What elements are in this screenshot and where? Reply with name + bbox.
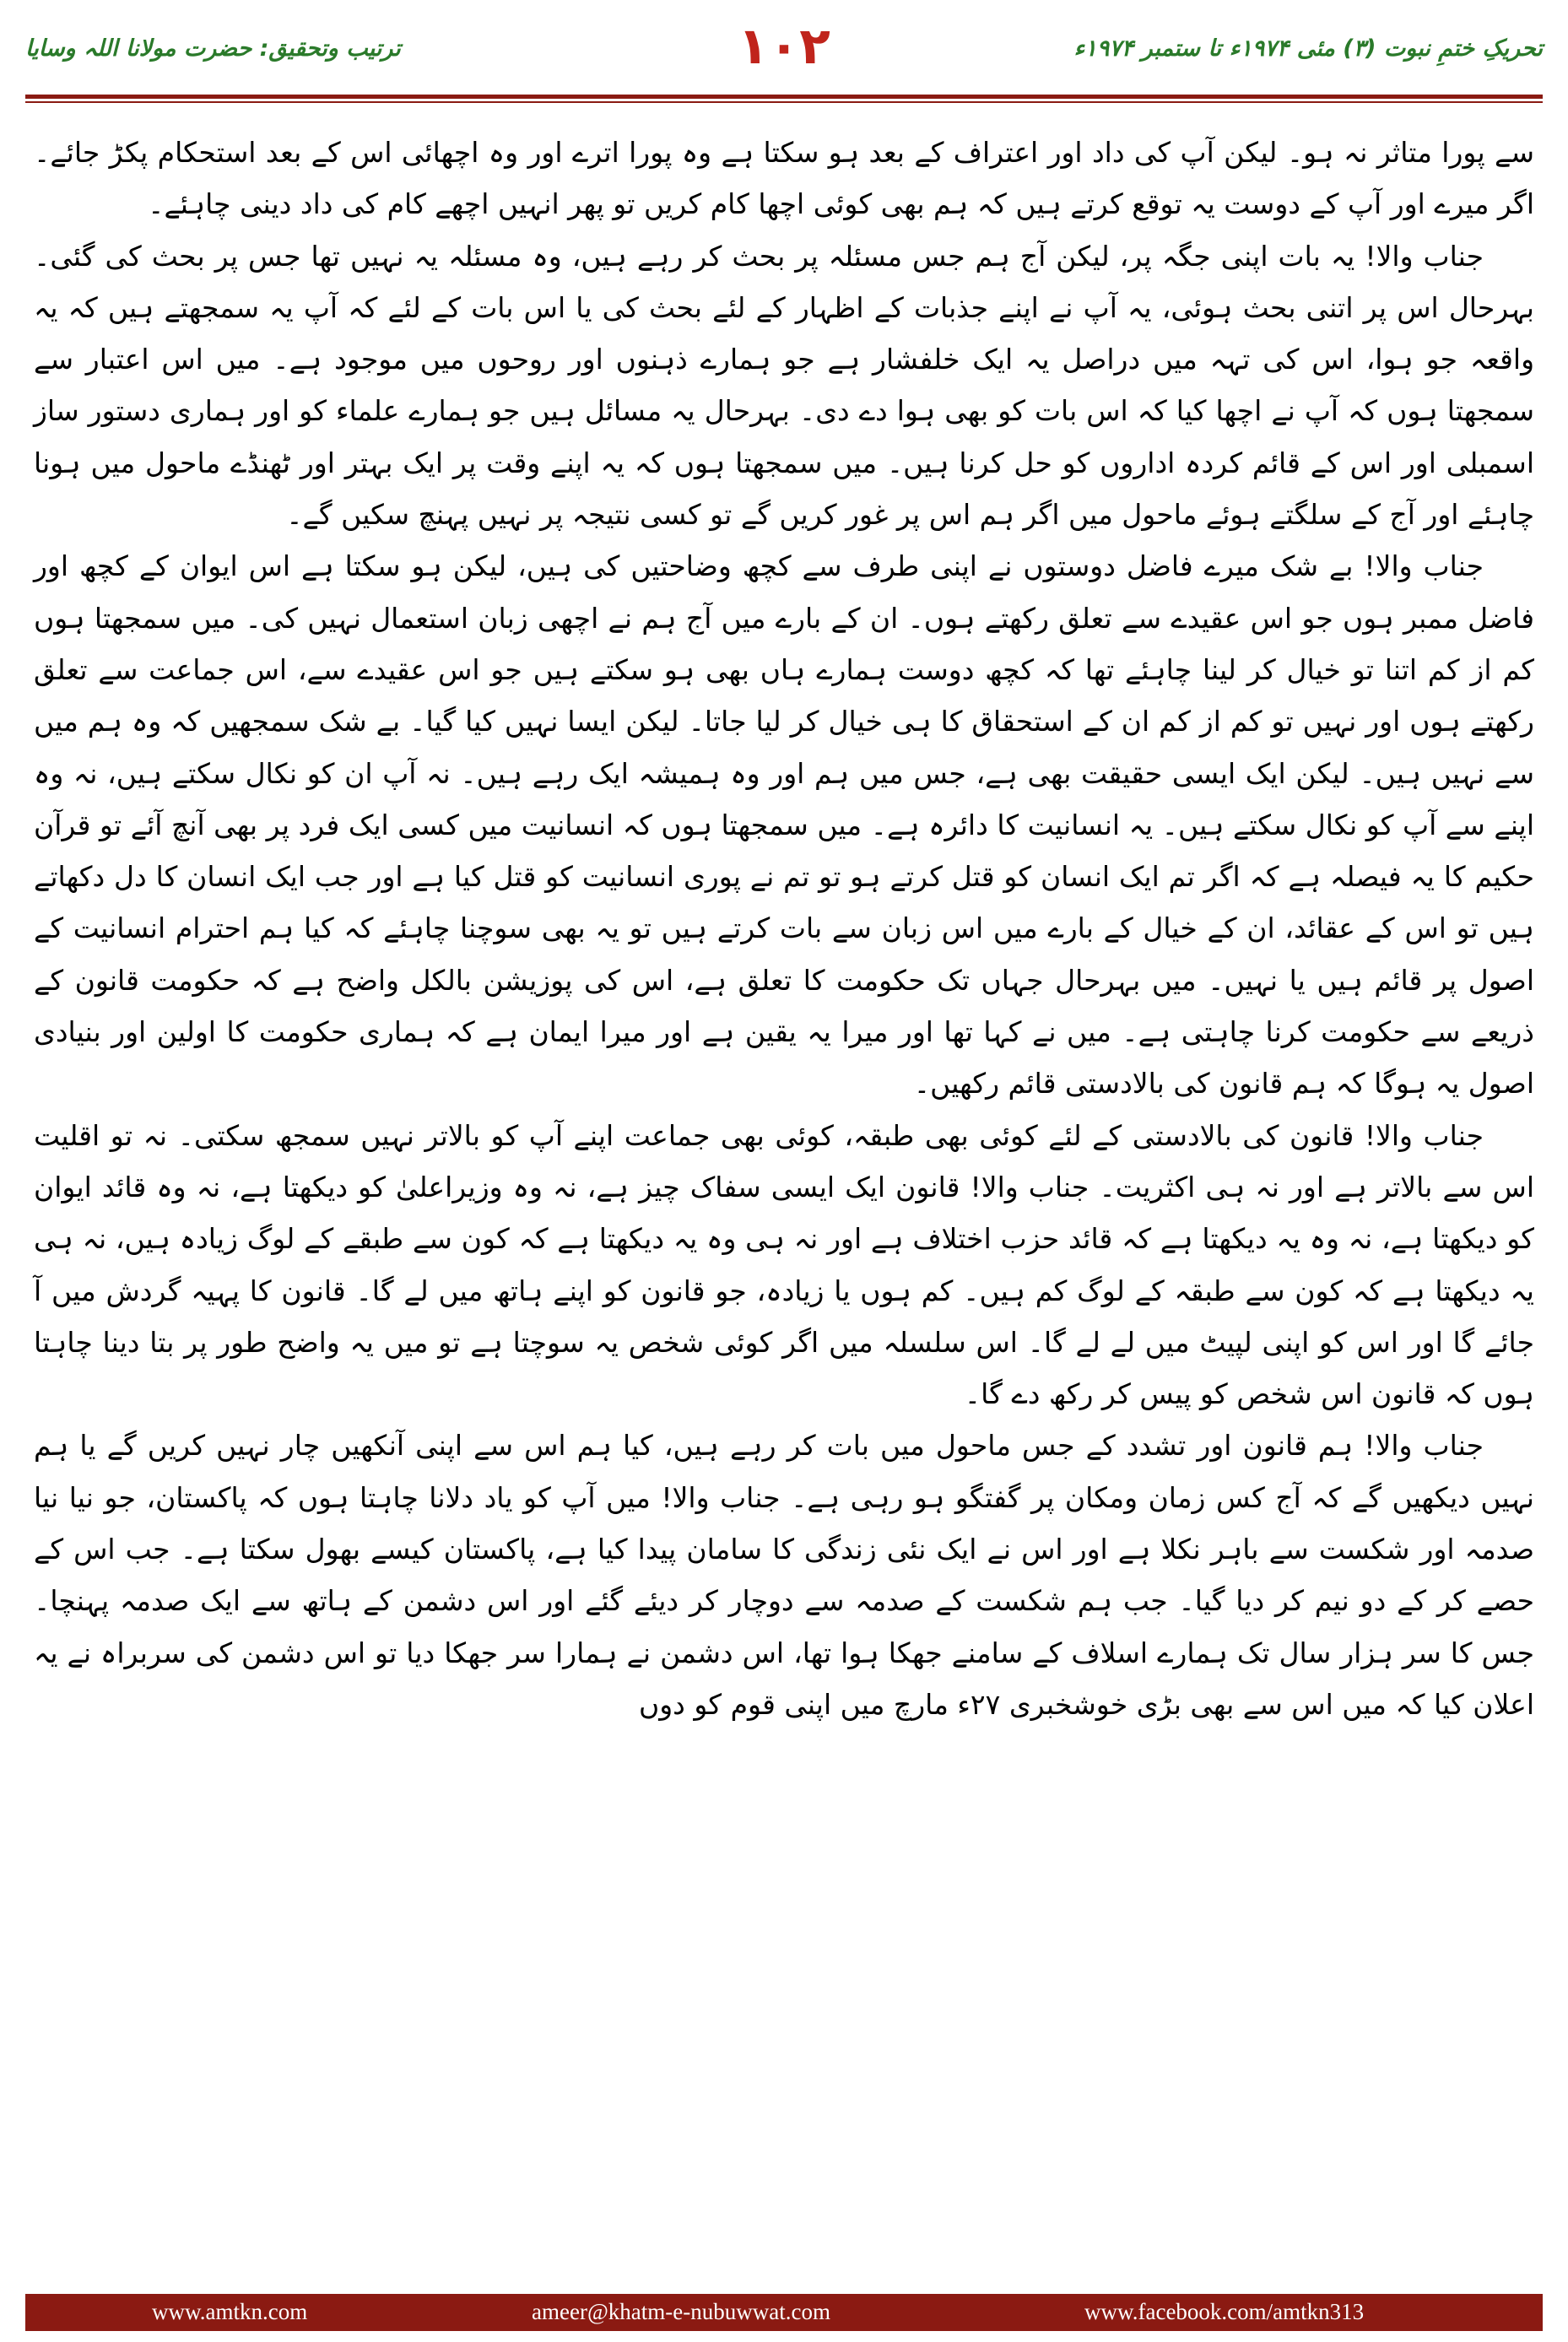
- page-number: ۱۰۲: [738, 17, 830, 76]
- paragraph-1: سے پورا متاثر نہ ہو۔ لیکن آپ کی داد اور اعتراف کے بعد ہو سکتا ہے وہ پورا اترے اور وہ اچھائی اس کے بعد استحکام پکڑ جائے۔ اگر میرے اور آپ کے دوست یہ توقع کرتے ہیں کہ ہم بھی کوئی اچھا کام کریں تو پھر انہیں اچھے کام کی داد دینی چاہئے۔: [34, 136, 1534, 221]
- header-author-credit: ترتیب وتحقیق: حضرت مولانا اللہ وسایا: [25, 35, 401, 62]
- header-book-title: تحریکِ ختمِ نبوت (۳) مئی ۱۹۷۴ء تا ستمبر ۱۹۷۴ء: [1073, 35, 1543, 62]
- header-divider: [25, 95, 1543, 99]
- header-divider-thin: [25, 101, 1543, 103]
- page-header: [0, 0, 1568, 95]
- footer-bar: [25, 2294, 1543, 2331]
- paragraph-3: جناب والا! بے شک میرے فاضل دوستوں نے اپنی طرف سے کچھ وضاحتیں کی ہیں، لیکن ہو سکتا ہے اس ایوان کے کچھ اور فاضل ممبر ہوں جو اس عقیدے سے تعلق رکھتے ہوں۔ ان کے بارے میں آج ہم نے اچھی زبان استعمال نہیں کی۔ میں سمجھتا ہوں کم از کم اتنا تو خیال کر لینا چاہئے تھا کہ کچھ دوست ہمارے ہاں بھی ہو سکتے ہیں جو اس عقیدے سے، اس جماعت سے تعلق رکھتے ہوں اور نہیں تو کم از کم ان کے استحقاق کا ہی خیال کر لیا جاتا۔ لیکن ایسا نہیں کیا گیا۔ بے شک سمجھیں کہ وہ ہم میں سے نہیں ہیں۔ لیکن ایک ایسی حقیقت بھی ہے، جس میں ہم اور وہ ہمیشہ ایک رہے ہیں۔ نہ آپ ان کو نکال سکتے ہیں، نہ وہ اپنے سے آپ کو نکال سکتے ہیں۔ یہ انسانیت کا دائرہ ہے۔ میں سمجھتا ہوں کہ انسانیت میں کسی ایک فرد پر بھی آنچ آئے تو قرآن حکیم کا یہ فیصلہ ہے کہ اگر تم ایک انسان کو قتل کرتے ہو تو تم نے پوری انسانیت کو قتل کیا ہے اور جب ایک انسان کا دل دکھاتے ہیں تو اس کے عقائد، ان کے خیال کے بارے میں اس زبان سے بات کرتے ہیں تو یہ بھی سوچنا چاہئے کہ کیا ہم احترام انسانیت کے اصول پر قائم ہیں یا نہیں۔ میں بہرحال جہاں تک حکومت کا تعلق ہے، اس کی پوزیشن بالکل واضح ہے کہ حکومت قانون کے ذریعے سے حکومت کرنا چاہتی ہے۔ میں نے کہا تھا اور میرا یہ یقین ہے اور میرا ایمان ہے کہ ہماری حکومت کا اولین اور بنیادی اصول یہ ہوگا کہ ہم قانون کی بالادستی قائم رکھیں۔: [34, 549, 1534, 1101]
- footer-facebook-link[interactable]: www.facebook.com/amtkn313: [1084, 2299, 1365, 2324]
- paragraph-2: جناب والا! یہ بات اپنی جگہ پر، لیکن آج ہم جس مسئلہ پر بحث کر رہے ہیں، وہ مسئلہ یہ نہیں تھا جس پر بحث کی گئی۔ بہرحال اس پر اتنی بحث ہوئی، یہ آپ نے اپنے جذبات کے اظہار کے لئے بحث کی یا اس بات کے لئے کہ آپ یہ سمجھتے ہیں کہ یہ واقعہ جو ہوا، اس کی تہہ میں دراصل یہ ایک خلفشار ہے جو ہمارے ذہنوں اور روحوں میں موجود ہے۔ میں اس اعتبار سے سمجھتا ہوں کہ آپ نے اچھا کیا کہ اس بات کو بھی ہوا دے دی۔ بہرحال یہ مسائل ہیں جو ہمارے علماء کو اور ہماری دستور ساز اسمبلی اور اس کے قائم کردہ اداروں کو حل کرنا ہیں۔ میں سمجھتا ہوں کہ یہ اپنے وقت پر ایک بہتر اور ٹھنڈے ماحول میں ہونا چاہئے اور آج کے سلگتے ہوئے ماحول میں اگر ہم اس پر غور کریں گے تو کسی نتیجہ پر نہیں پہنچ سکیں گے۔: [34, 239, 1534, 532]
- footer-website-link[interactable]: www.amtkn.com: [152, 2299, 308, 2324]
- paragraph-5: جناب والا! ہم قانون اور تشدد کے جس ماحول میں بات کر رہے ہیں، کیا ہم اس سے اپنی آنکھیں چار نہیں کریں گے یا ہم نہیں دیکھیں گے کہ آج کس زمان ومکان پر گفتگو ہو رہی ہے۔ جناب والا! میں آپ کو یاد دلانا چاہتا ہوں کہ پاکستان، جو نیا نیا صدمہ اور شکست سے باہر نکلا ہے اور اس نے ایک نئی زندگی کا سامان پیدا کیا ہے، پاکستان کیسے بھول سکتا ہے۔ جب اس کے حصے کر کے دو نیم کر دیا گیا۔ جب ہم شکست کے صدمہ سے دوچار کر دیئے گئے اور اس دشمن کے ہاتھ سے ایک صدمہ پہنچا۔ جس کا سر ہزار سال تک ہمارے اسلاف کے سامنے جھکا ہوا تھا، اس دشمن نے ہمارا سر جھکا دیا تو اس دشمن کی سربراہ نے یہ اعلان کیا کہ میں اس سے بھی بڑی خوشخبری ۲۷ء مارچ میں اپنی قوم کو دوں: [34, 1429, 1534, 1721]
- paragraph-4: جناب والا! قانون کی بالادستی کے لئے کوئی بھی طبقہ، کوئی بھی جماعت اپنے آپ کو بالاتر نہیں سمجھ سکتی۔ نہ تو اقلیت اس سے بالاتر ہے اور نہ ہی اکثریت۔ جناب والا! قانون ایک ایسی سفاک چیز ہے، نہ وہ وزیراعلیٰ کو دیکھتا ہے، نہ وہ قائد ایوان کو دیکھتا ہے، نہ وہ یہ دیکھتا ہے کہ قائد حزب اختلاف ہے اور نہ ہی وہ یہ دیکھتا ہے کہ کون سے طبقے کے لوگ زیادہ ہیں، نہ ہی یہ دیکھتا ہے کہ کون سے طبقہ کے لوگ کم ہیں۔ کم ہوں یا زیادہ، جو قانون کو اپنے ہاتھ میں لے گا۔ قانون کا پہیہ گردش میں آ جائے گا اور اس کو اپنی لپیٹ میں لے لے گا۔ اس سلسلہ میں اگر کوئی شخص یہ سوچتا ہے تو میں یہ واضح طور پر بتا دینا چاہتا ہوں کہ قانون اس شخص کو پیس کر رکھ دے گا۔: [34, 1118, 1534, 1411]
- footer-email-link[interactable]: ameer@khatm-e-nubuwwat.com: [532, 2299, 830, 2324]
- article-body: [34, 127, 1534, 1730]
